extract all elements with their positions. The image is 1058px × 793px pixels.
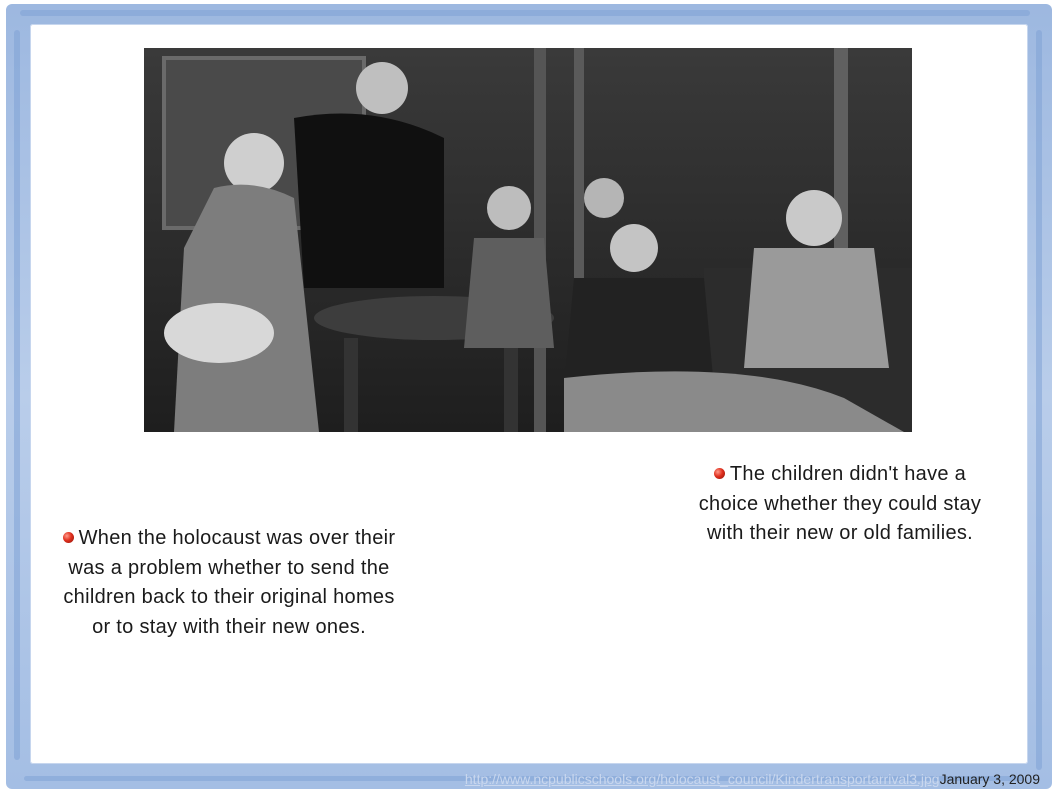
source-footer <box>465 771 1040 787</box>
right-text: The children didn't have a choice whether they could stay with their new or old families. <box>698 463 982 544</box>
historical-photo <box>144 48 912 432</box>
right-bullet-text <box>688 460 992 549</box>
left-text: When the holocaust was over their was a problem whether to send the children back to their original homes or to stay with their new ones. <box>63 527 396 638</box>
source-link[interactable]: http://www.ncpublicschools.org/holocaust_council/Kindertransportarrival3.jpg <box>464 771 940 787</box>
left-bullet-text <box>54 524 404 642</box>
bullet-icon <box>63 532 74 543</box>
frame-decoration <box>14 30 20 760</box>
bullet-icon <box>714 468 725 479</box>
frame-decoration <box>20 10 1030 16</box>
frame-decoration <box>1036 30 1042 770</box>
source-date: January 3, 2009 <box>939 771 1040 787</box>
